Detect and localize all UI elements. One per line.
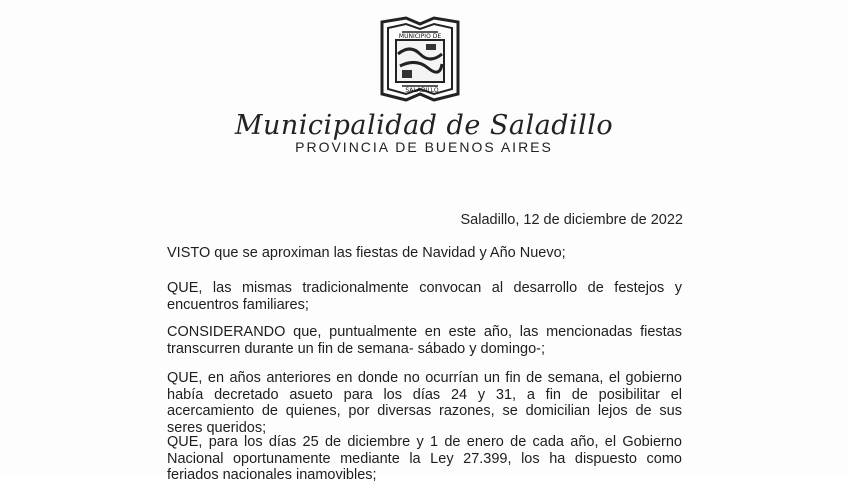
paragraph-que-festejos: QUE, las mismas tradicionalmente convocan al desarrollo de festejos y encuentros familiares; (167, 280, 682, 313)
municipal-seal-icon (376, 14, 464, 104)
paragraph-visto: VISTO que se aproximan las fiestas de Navidad y Año Nuevo; (167, 245, 566, 261)
paragraph-que-feriados: QUE, para los días 25 de diciembre y 1 de enero de cada año, el Gobierno Nacional oportunamente mediante la Ley 27.399, los ha dispuesto como feriados nacionales inamovibles; (167, 434, 682, 483)
municipality-title: Municipalidad de Saladillo (234, 110, 614, 141)
seal-text-top: MUNICIPIO DE (398, 33, 442, 40)
province-subtitle: PROVINCIA DE BUENOS AIRES (295, 139, 553, 155)
document-date: Saladillo, 12 de diciembre de 2022 (460, 212, 683, 228)
paragraph-que-asueto: QUE, en años anteriores en donde no ocurrían un fin de semana, el gobierno había decretado asueto para los días 24 y 31, a fin de posibilitar el acercamiento de quienes, por diversas razones, se domicilian lejos de sus seres queridos; (167, 370, 682, 436)
paragraph-considerando: CONSIDERANDO que, puntualmente en este año, las mencionadas fiestas transcurren durante un fin de semana- sábado y domingo-; (167, 324, 682, 357)
seal-text-bottom: SALADILLO (405, 87, 439, 94)
